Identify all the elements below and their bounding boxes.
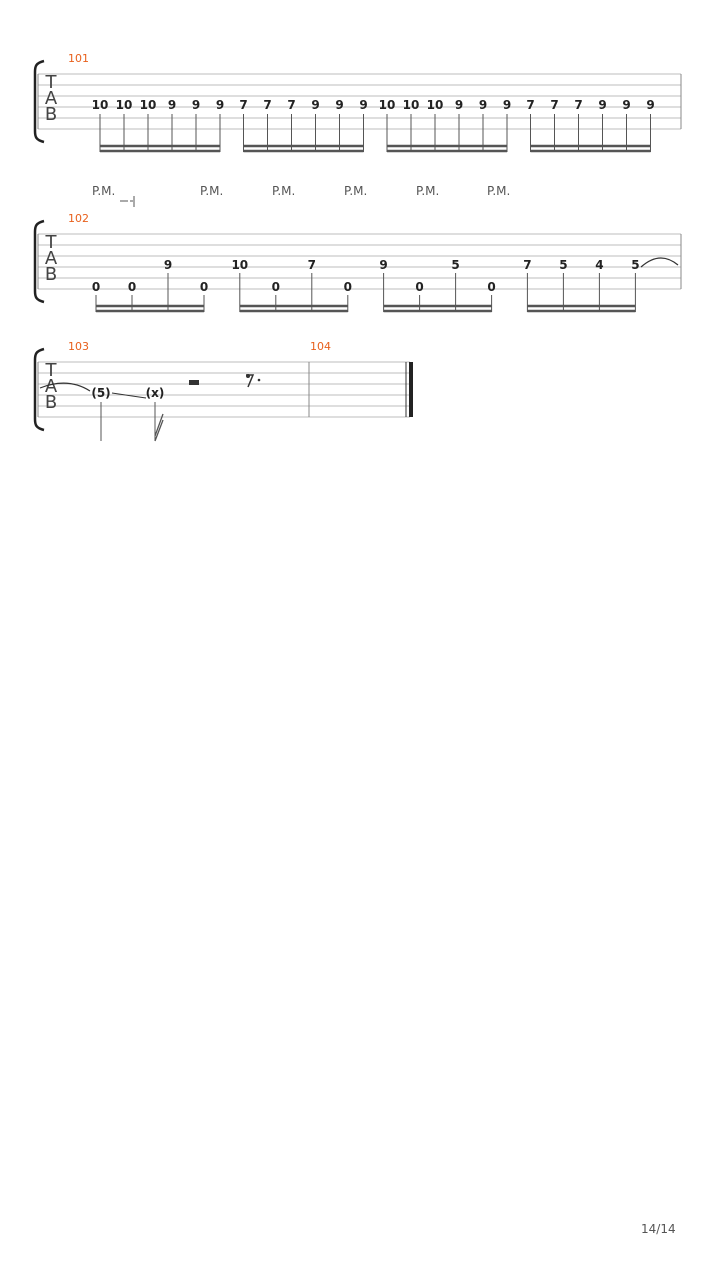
palm-mute-marking: P.M. [92,184,116,198]
fret-number: 7 [526,98,535,112]
tab-clef-letter-1: A [44,88,58,109]
half-rest [189,380,199,385]
fret-number: 9 [646,98,655,112]
fret-number: 10 [115,98,133,112]
fret-number: 4 [595,258,604,272]
fret-number: 9 [163,258,173,272]
fret-number: 9 [215,98,225,112]
fret-number: 10 [139,98,157,112]
measure-number-102: 102 [68,212,89,225]
fret-number: 9 [454,98,464,112]
tab-clef-letter-3: A [44,376,58,397]
fret-number: 10 [231,258,249,272]
tab-clef-letter-1: T [45,72,57,93]
fret-number: 7 [287,98,296,112]
fret-number: 10 [426,98,444,112]
measure-number-104: 104 [310,340,331,353]
tab-clef-letter-2: T [45,232,57,253]
rest-dot [258,379,261,382]
fret-number: 7 [239,98,248,112]
fret-number: 7 [307,258,316,272]
system-bracket-1 [35,61,44,142]
fret-number: 5 [451,258,460,272]
page-number: 14/14 [641,1222,676,1236]
fret-number: 9 [478,98,488,112]
fret-number: 7 [574,98,583,112]
fret-number: 0 [199,280,209,294]
final-barline-thick [409,362,413,417]
fret-number: 10 [402,98,420,112]
palm-mute-marking: P.M. [344,184,368,198]
note-flag [155,414,163,441]
fret-number: 0 [343,280,352,294]
fret-number: 10 [378,98,396,112]
fret-number: 7 [263,98,272,112]
fret-number: 9 [335,98,344,112]
system-1 [68,52,89,65]
palm-mute-marking: P.M. [416,184,440,198]
fret-number: 0 [91,280,101,294]
fret-number: 10 [91,98,109,112]
fret-number: 0 [415,280,424,294]
measure-number-101: 101 [68,52,89,65]
fret-number: 7 [550,98,559,112]
fret-number: 5 [631,258,640,272]
fret-number: 9 [622,98,631,112]
palm-mute-marking: P.M. [200,184,224,198]
fret-number: 5 [559,258,568,272]
fret-number: 0 [271,280,280,294]
tab-clef-letter-2: A [44,248,58,269]
fret-number: 0 [487,280,496,294]
tab-clef-letter-1: B [44,104,58,125]
tab-clef-letter-3: T [45,360,57,381]
fret-number: 9 [359,98,368,112]
tie-arc [641,258,678,267]
fret-number: 9 [502,98,512,112]
fret-number: (5) [91,386,111,400]
fret-number: 9 [311,98,320,112]
palm-mute-marking: P.M. [272,184,296,198]
tab-clef-letter-2: B [44,264,58,285]
fret-number: 9 [379,258,388,272]
fret-number: (x) [145,386,165,400]
system-bracket-3 [35,349,44,430]
system-2 [68,212,89,225]
system-3 [68,340,331,353]
fret-number: 9 [598,98,607,112]
fret-number: 0 [127,280,137,294]
fret-number: 7 [523,258,532,272]
fret-number: 9 [191,98,201,112]
tab-clef-letter-3: B [44,392,58,413]
measure-number-103: 103 [68,340,89,353]
fret-number: 9 [167,98,177,112]
palm-mute-marking: P.M. [487,184,511,198]
system-bracket-2 [35,221,44,302]
